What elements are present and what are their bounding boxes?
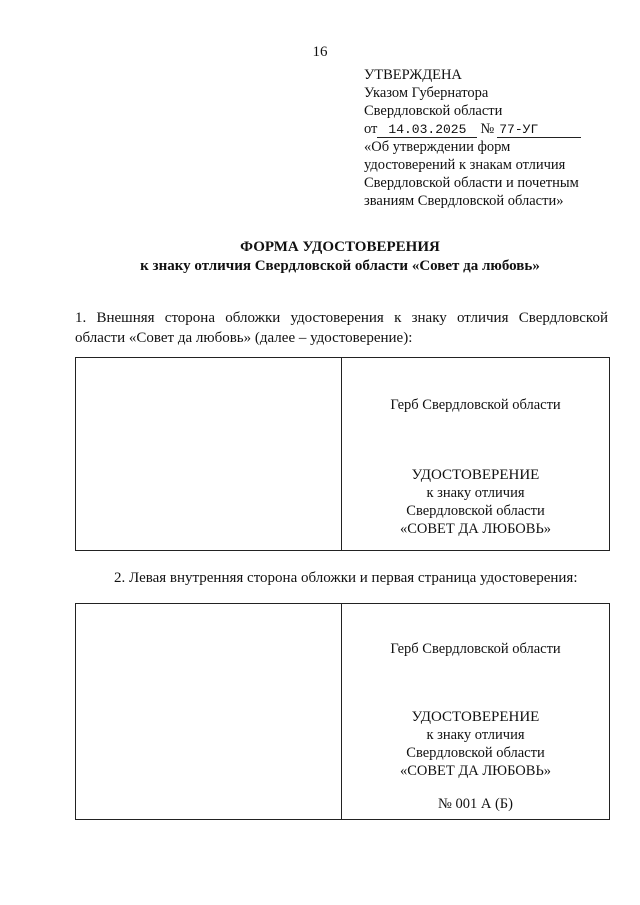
number-prefix: № <box>480 121 495 137</box>
certificate-heading-block <box>342 466 609 538</box>
approval-subject-1: «Об утверждении форм <box>364 139 511 155</box>
approval-subject-3: Свердловской области и почетным <box>364 175 579 191</box>
certificate-line-3: Свердловской области <box>406 503 545 519</box>
outer-cover-right-panel <box>342 358 609 550</box>
certificate-heading-block <box>342 708 609 780</box>
certificate-title: УДОСТОВЕРЕНИЕ <box>411 467 540 483</box>
certificate-title: УДОСТОВЕРЕНИЕ <box>411 709 540 725</box>
certificate-line-2: к знаку отличия <box>426 485 525 501</box>
section-1-text: 1. Внешняя сторона обложки удостоверения к знаку отличия Свердловской области «Совет да любовь» (далее – удостоверение): <box>75 310 608 346</box>
title-line-2: к знаку отличия Свердловской области «Совет да любовь» <box>140 258 540 274</box>
certificate-line-2: к знаку отличия <box>426 727 525 743</box>
coat-of-arms-placeholder: Герб Свердловской области <box>390 641 561 657</box>
decree-date: 14.03.2025 <box>377 122 477 138</box>
approval-region: Свердловской области <box>364 103 503 119</box>
outer-cover-form <box>75 357 610 551</box>
page-number: 16 <box>312 44 328 60</box>
inner-cover-right-panel <box>342 604 609 819</box>
certificate-line-4: «СОВЕТ ДА ЛЮБОВЬ» <box>399 521 552 537</box>
document-title <box>0 238 640 276</box>
decree-number: 77-УГ <box>497 122 581 138</box>
coat-of-arms-placeholder: Герб Свердловской области <box>390 397 561 413</box>
outer-cover-left-panel <box>76 358 342 550</box>
certificate-line-4: «СОВЕТ ДА ЛЮБОВЬ» <box>399 763 552 779</box>
date-prefix: от <box>364 121 378 137</box>
approval-block <box>364 66 614 210</box>
approval-decree: Указом Губернатора <box>364 85 489 101</box>
certificate-line-3: Свердловской области <box>406 745 545 761</box>
inner-cover-form <box>75 603 610 820</box>
approval-heading: УТВЕРЖДЕНА <box>364 67 462 83</box>
section-2-text: 2. Левая внутренняя сторона обложки и первая страница удостоверения: <box>114 570 578 586</box>
approval-subject-4: званиям Свердловской области» <box>364 193 564 209</box>
approval-subject-2: удостоверений к знакам отличия <box>364 157 566 173</box>
inner-cover-left-panel <box>76 604 342 819</box>
certificate-number: № 001 А (Б) <box>438 796 513 812</box>
title-line-1: ФОРМА УДОСТОВЕРЕНИЯ <box>240 239 440 255</box>
approval-date-row <box>364 120 614 138</box>
